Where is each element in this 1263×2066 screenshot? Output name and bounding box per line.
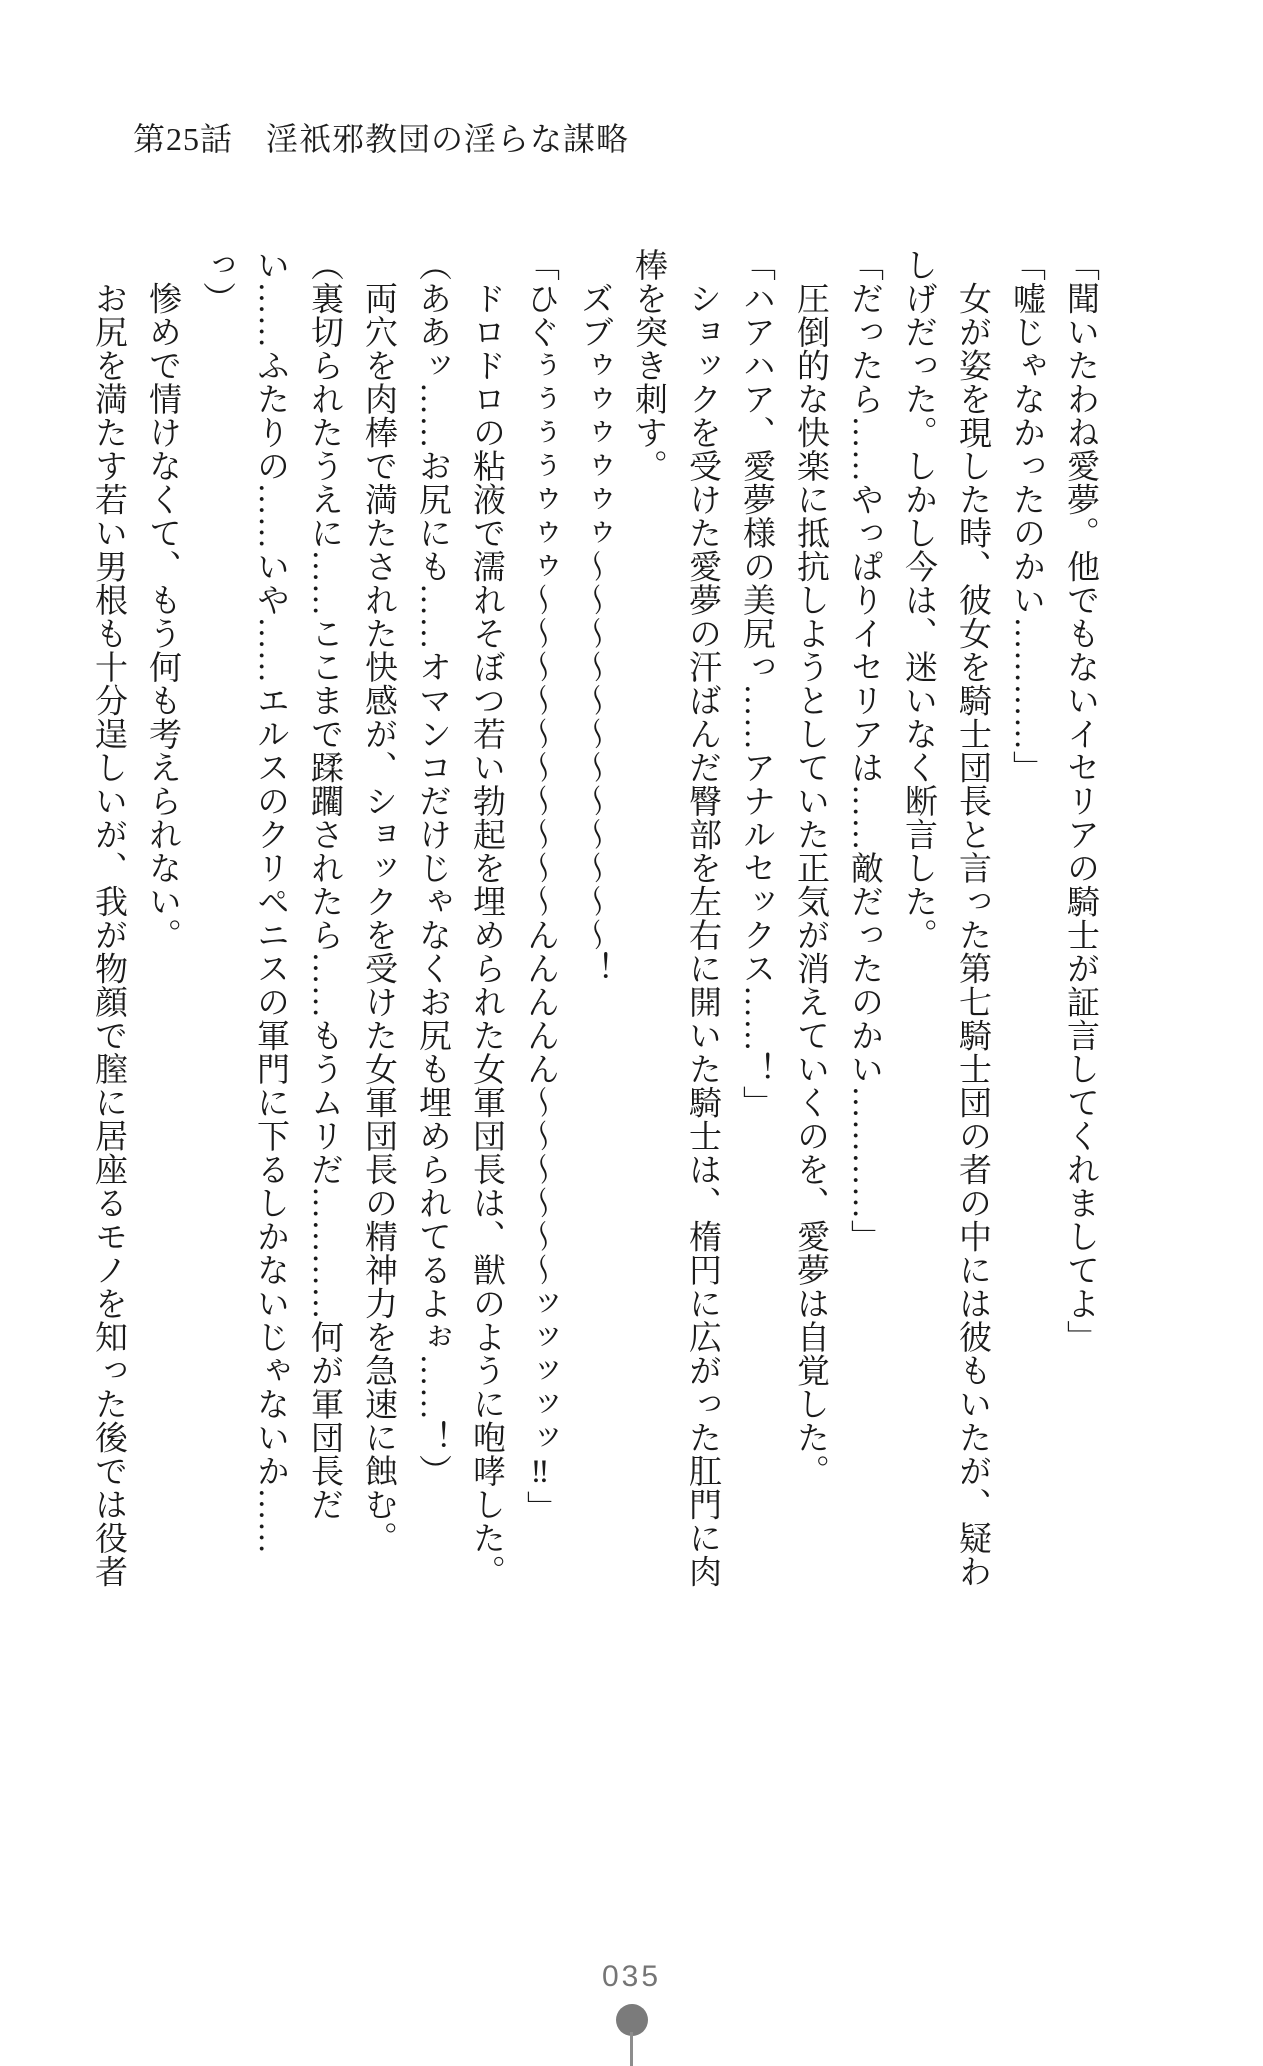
footer-line-ornament	[630, 2032, 633, 2066]
paragraph: 圧倒的な快楽に抵抗しようとしていた正気が消えていくのを、愛夢は自覚した。	[792, 248, 828, 1488]
page-footer	[0, 1946, 1263, 2066]
paragraph: 「嘘じゃなかったのかい…………」	[1008, 248, 1044, 784]
paragraph: 「聞いたわね愛夢。他でもないイセリアの騎士が証言してくれましてよ」	[1062, 248, 1098, 1354]
paragraph: 惨めで情けなくて、もう何も考えられない。	[144, 248, 180, 952]
paragraph: お尻を満たす若い男根も十分逞しいが、我が物顔で膣に居座るモノを知った後では役者	[90, 248, 126, 1588]
paragraph: （裏切られたうえに……ここまで蹂躙されたら……もうムリだ…………何が軍団長だい……ふたりの……いや……エルスのクリペニスの軍門に下るしかないじゃないか……っ）	[198, 248, 342, 1555]
chapter-header: 第25話 淫祇邪教団の淫らな謀略	[133, 121, 630, 157]
paragraph: 女が姿を現した時、彼女を騎士団長と言った第七騎士団の者の中には彼もいたが、疑わしげだった。しかし今は、迷いなく断言した。	[900, 248, 990, 1588]
paragraph: ショックを受けた愛夢の汗ばんだ臀部を左右に開いた騎士は、楕円に広がった肛門に肉棒を突き刺す。	[630, 248, 720, 1588]
paragraph: ドロドロの粘液で濡れそぼつ若い勃起を埋められた女軍団長は、獣のように咆哮した。	[468, 248, 504, 1588]
page-number: 035	[601, 1960, 662, 1993]
paragraph: ズブゥゥゥゥゥゥ〜〜〜〜〜〜〜〜〜〜〜〜！	[576, 248, 612, 985]
body-text	[81, 248, 1107, 1590]
paragraph: 「ひぐぅぅぅぅゥゥゥ〜〜〜〜〜〜〜〜〜〜んんんんん〜〜〜〜〜〜ッッッッッ‼」	[522, 248, 558, 1524]
paragraph: 「ハアハア、愛夢様の美尻っ……アナルセックス……！」	[738, 248, 774, 1119]
paragraph: 「だったら……やっぱりイセリアは……敵だったのかい…………」	[846, 248, 882, 1253]
paragraph: （ああッ……お尻にも……オマンコだけじゃなくお尻も埋められてるよぉ……！）	[414, 248, 450, 1488]
paragraph: 両穴を肉棒で満たされた快感が、ショックを受けた女軍団長の精神力を急速に蝕む。	[360, 248, 396, 1555]
